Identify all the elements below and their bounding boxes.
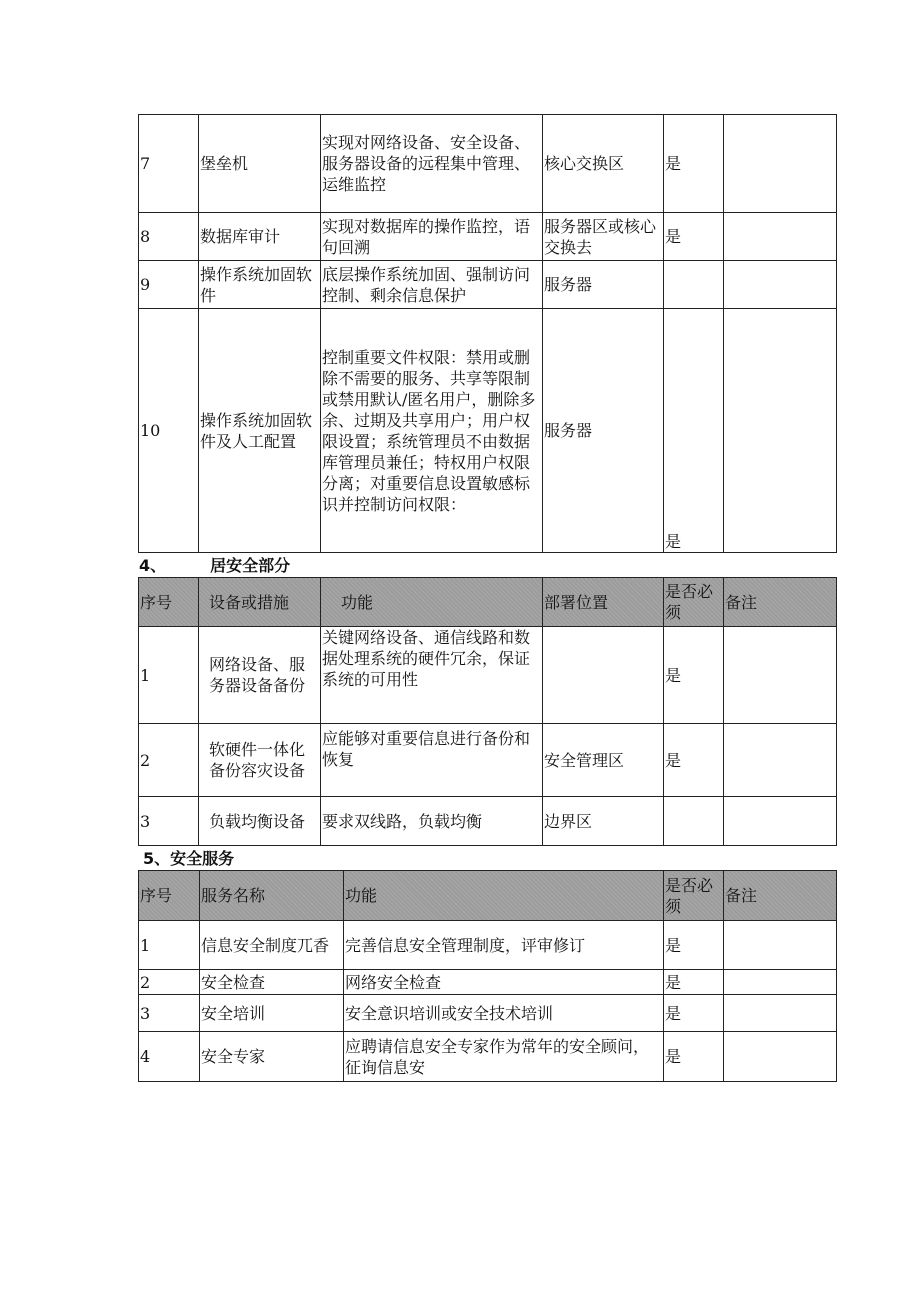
table-row: [139, 995, 837, 1032]
row-number: 4: [139, 1032, 200, 1082]
note-cell: [724, 115, 837, 213]
required-flag: 是: [664, 213, 724, 261]
note-cell: [724, 213, 837, 261]
header-func: 功能: [321, 578, 543, 627]
row-number: 9: [139, 261, 199, 309]
table-header-row: [139, 871, 837, 921]
note-cell: [724, 1032, 837, 1082]
note-cell: [724, 797, 837, 846]
function-text: 实现对网络设备、安全设备、服务器设备的远程集中管理、运维监控: [321, 115, 543, 213]
service-name: 安全专家: [200, 1032, 344, 1082]
table-header-row: [139, 578, 837, 627]
table-row: [139, 309, 837, 553]
table-row: [139, 213, 837, 261]
function-text: 网络安全检查: [344, 970, 664, 995]
table-row: [139, 261, 837, 309]
header-no: 序号: [139, 871, 200, 921]
note-cell: [724, 995, 837, 1032]
row-number: 3: [139, 797, 199, 846]
service-name: 安全检查: [200, 970, 344, 995]
note-cell: [724, 627, 837, 724]
row-number: 2: [139, 724, 199, 797]
table-row: [139, 115, 837, 213]
row-number: 2: [139, 970, 200, 995]
row-number: 1: [139, 921, 200, 970]
table-row: [139, 724, 837, 797]
header-required: 是否必须: [664, 871, 724, 921]
table-row: [139, 1032, 837, 1082]
deploy-location: 边界区: [543, 797, 664, 846]
function-text: 完善信息安全管理制度，评审修订: [344, 921, 664, 970]
required-flag: 是: [664, 921, 724, 970]
row-number: 10: [139, 309, 199, 553]
device-name: 操作系统加固软件及人工配置: [199, 309, 321, 553]
function-text: 关键网络设备、通信线路和数据处理系统的硬件冗余，保证系统的可用性: [321, 627, 543, 724]
function-text: 要求双线路，负载均衡: [321, 797, 543, 846]
service-name: 信息安全制度兀香: [200, 921, 344, 970]
service-table: [138, 870, 837, 1082]
required-flag: 是: [664, 309, 724, 553]
deploy-location: 服务器区或核心交换去: [543, 213, 664, 261]
device-name: 网络设备、服务器设备备份: [199, 627, 321, 724]
function-text: 应能够对重要信息进行备份和恢复: [321, 724, 543, 797]
header-no: 序号: [139, 578, 199, 627]
function-text: 控制重要文件权限：禁用或删除不需要的服务、共享等限制或禁用默认/匿名用户，删除多余、过期及共享用户；用户权限设置；系统管理员不由数据库管理员兼任；特权用户权限分离；对重要信息设置敏感标识并控制访问权限：: [321, 309, 543, 553]
function-text: 实现对数据库的操作监控，语句回溯: [321, 213, 543, 261]
header-note: 备注: [724, 578, 837, 627]
note-cell: [724, 921, 837, 970]
header-func: 功能: [344, 871, 664, 921]
section4-heading: [139, 556, 290, 576]
row-number: 8: [139, 213, 199, 261]
device-name: 堡垒机: [199, 115, 321, 213]
required-flag: 是: [664, 995, 724, 1032]
backup-table: [138, 577, 837, 846]
note-cell: [724, 724, 837, 797]
required-flag: 是: [664, 627, 724, 724]
table-row: [139, 921, 837, 970]
section5-heading: 5、安全服务: [143, 849, 235, 868]
device-name: 软硬件一体化备份容灾设备: [199, 724, 321, 797]
header-name: 服务名称: [200, 871, 344, 921]
note-cell: [724, 970, 837, 995]
deploy-location: 安全管理区: [543, 724, 664, 797]
row-number: 1: [139, 627, 199, 724]
section4-number: 4、: [139, 556, 167, 575]
section4-title: 居安全部分: [210, 556, 291, 575]
row-number: 3: [139, 995, 200, 1032]
note-cell: [724, 309, 837, 553]
header-location: 部署位置: [543, 578, 664, 627]
device-name: 负载均衡设备: [199, 797, 321, 846]
row-number: 7: [139, 115, 199, 213]
function-text: 底层操作系统加固、强制访问控制、剩余信息保护: [321, 261, 543, 309]
function-text: 安全意识培训或安全技术培训: [344, 995, 664, 1032]
service-name: 安全培训: [200, 995, 344, 1032]
required-flag: 是: [664, 970, 724, 995]
deploy-location: 核心交换区: [543, 115, 664, 213]
device-table-continued: [138, 114, 837, 553]
required-flag: [664, 797, 724, 846]
header-name: 设备或措施: [199, 578, 321, 627]
note-cell: [724, 261, 837, 309]
required-flag: 是: [664, 1032, 724, 1082]
table-row: [139, 970, 837, 995]
header-required: 是否必须: [664, 578, 724, 627]
device-name: 数据库审计: [199, 213, 321, 261]
required-flag: 是: [664, 724, 724, 797]
table-row: [139, 627, 837, 724]
required-flag: 是: [664, 115, 724, 213]
table-row: [139, 797, 837, 846]
device-name: 操作系统加固软件: [199, 261, 321, 309]
required-flag: [664, 261, 724, 309]
deploy-location: [543, 627, 664, 724]
header-note: 备注: [724, 871, 837, 921]
deploy-location: 服务器: [543, 261, 664, 309]
function-text: 应聘请信息安全专家作为常年的安全顾问，征询信息安: [344, 1032, 664, 1082]
deploy-location: 服务器: [543, 309, 664, 553]
